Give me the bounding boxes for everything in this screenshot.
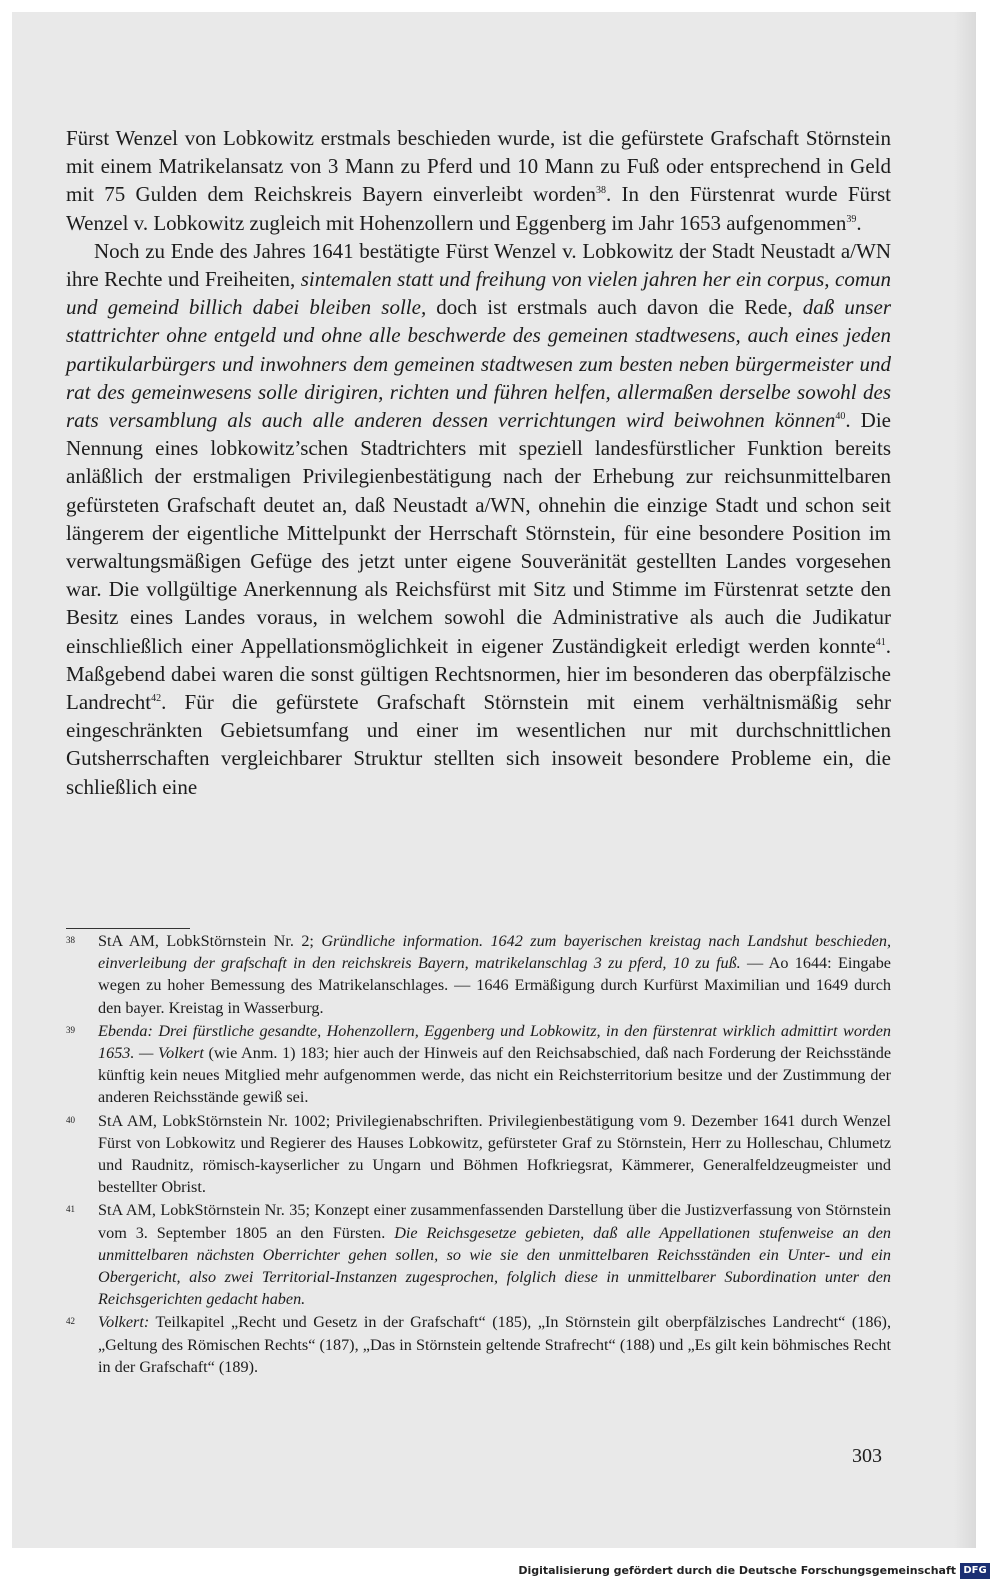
footnote-ref: 41 (875, 636, 886, 648)
footnote-ref: 40 (835, 411, 846, 423)
footnote-number: 38 (66, 935, 75, 945)
italic-quote: sintemalen statt und freihung von vielen jahren her ein corpus, comun und gemeind billich dabei bleiben solle, (66, 267, 891, 320)
italic-quote: Volkert: (98, 1313, 150, 1332)
footnote (66, 1199, 891, 1310)
page-number: 303 (852, 1445, 882, 1467)
text-run: — Ao 1644: Eingabe wegen zu hoher Bemessung des Matrikelanschlages. — 1646 Ermäßigung durch Kurfürst Maximilian und 1649 durch den bayer. Kreistag in Wasserburg. (98, 954, 891, 1017)
scanned-page (12, 12, 976, 1548)
body-text (66, 124, 891, 801)
digitization-credit: Digitalisierung gefördert durch die Deutsche Forschungsgemeinschaft (518, 1564, 956, 1577)
dfg-logo: DFG (960, 1563, 990, 1579)
footnote-text (98, 1110, 891, 1199)
italic-quote: Ebenda: Drei fürstliche gesandte, Hohenzollern, Eggenberg und Lobkowitz, in den fürstenrat wirklich admittirt worden 1653. — Volkert (98, 1021, 891, 1063)
text-run: . In den Fürstenrat wurde Fürst Wenzel v. Lobkowitz zugleich mit Hohenzollern und Eggenberg im Jahr 1653 aufgenommen (66, 182, 892, 235)
italic-quote: Die Reichsgesetze gebieten, daß alle Appellationen stufenweise an den unmittelbaren nächsten Oberrichter gehen sollen, so wie sie den unmittelbaren Reichsständen ein Unter- und ein Obergericht, also zwei Territorial-Instanzen zugesprochen, folglich diese in unmittelbarer Subordination unter den Reichsgerichten gedacht haben. (98, 1223, 892, 1309)
footnote-number: 41 (66, 1204, 75, 1215)
footnote-text (98, 1311, 891, 1378)
footnote (66, 1020, 891, 1109)
text-run: StA AM, LobkStörnstein Nr. 35; Konzept einer zusammenfassenden Darstellung über die Justizverfassung von Störnstein vom 3. September 1805 an den Fürsten. (98, 1201, 891, 1242)
footnote-number: 39 (66, 1024, 75, 1035)
footnote (66, 930, 891, 1019)
footnote-ref: 38 (595, 185, 606, 197)
text-run: (wie Anm. 1) 183; hier auch der Hinweis auf den Reichsabschied, daß nach Forderung der Reichsstände künftig kein neues Mitglied mehr aufgenommen werde, das nicht ein Reichsterritorium besitze und der Zustimmung der anderen Reichsstände gewiß sei. (98, 1044, 892, 1107)
body-paragraph (66, 237, 891, 801)
text-run: . Maßgebend dabei waren die sonst gültigen Rechtsnormen, hier im besonderen das oberpfälzische Landrecht (66, 633, 891, 715)
body-paragraph (66, 124, 891, 237)
text-run: Teilkapitel „Recht und Gesetz in der Grafschaft“ (185), „In Störnstein gilt oberpfälzisches Landrecht“ (186), „Geltung des Römischen Rechts“ (187), „Das in Störnstein geltende Strafrecht“ (188) und „Es gilt kein böhmisches Recht in der Grafschaft“ (189). (98, 1313, 891, 1376)
text-run: StA AM, LobkStörnstein Nr. 2; (98, 932, 322, 950)
text-run: . Für die gefürstete Grafschaft Störnstein mit einem verhältnismäßig sehr eingeschränkten Gebietsumfang und einer im wesentlichen nur mit durchschnittlichen Gutsherrschaften vergleichbarer Struktur stellten sich insoweit besondere Probleme ein, die schließlich eine (66, 690, 891, 799)
italic-quote: daß unser stattrichter ohne entgeld und ohne alle beschwerde des gemeinen stadtwesens, auch eines jeden partikularbürgers und inwohners dem gemeinen stadtwesen zum besten neben bürgermeister und rat des gemeinwesens solle dirigiren, richten und führen helfen, allermaßen derselbe sowohl des rats versamblung als auch alle anderen dessen verrichtungen wird beiwohnen können (66, 295, 891, 433)
italic-quote: Gründliche information. 1642 zum bayerischen kreistag nach Landshut beschieden, einverleibung der grafschaft in den reichskreis Bayern, matrikelanschlag 3 zu pferd, 10 zu fuß. (98, 932, 891, 973)
footnote-text (98, 1020, 891, 1109)
footnote-number: 40 (66, 1114, 75, 1125)
footnotes (66, 930, 891, 1379)
text-run: . (856, 210, 862, 235)
text-run: Noch zu Ende des Jahres 1641 bestätigte Fürst Wenzel v. Lobkowitz der Stadt Neustadt a/WN ihre Rechte und Freiheiten, (66, 238, 891, 292)
footnote-ref: 39 (846, 213, 857, 225)
footnote-separator (66, 928, 190, 929)
footnote-text (98, 1199, 891, 1310)
footnote (66, 1311, 891, 1378)
text-run: doch ist erstmals auch davon die Rede, (426, 295, 803, 320)
footnote-number: 42 (66, 1316, 75, 1327)
footnote-text (98, 930, 891, 1019)
text-run: . Die Nennung eines lobkowitz’schen Stadtrichters mit speziell landesfürstlicher Funktion bereits anläßlich der erstmaligen Privilegienbestätigung nach der Erhebung zur reichsunmittelbaren gefürsteten Grafschaft deutet an, daß Neustadt a/WN, ohnehin die einzige Stadt und schon seit längerem der eigentliche Mittelpunkt der Herrschaft Störnstein, für eine besondere Position im verwaltungsmäßigen Gefüge des jetzt unter eigene Souveränität gestellten Landes vorgesehen war. Die vollgültige Anerkennung als Reichsfürst mit Sitz und Stimme im Fürstenrat setzte den Besitz eines Landes voraus, in welchem sowohl die Administrative als auch die Judikatur einschließlich einer Appellationsmöglichkeit in eigener Zuständigkeit erledigt werden konnte (66, 408, 891, 658)
text-run: Fürst Wenzel von Lobkowitz erstmals beschieden wurde, ist die gefürstete Grafschaft Störnstein mit einem Matrikelansatz von 3 Mann zu Pferd und 10 Mann zu Fuß oder entsprechend in Geld mit 75 Gulden dem Reichskreis Bayern einverleibt worden (66, 126, 891, 207)
footnote-ref: 42 (151, 693, 162, 705)
text-run: StA AM, LobkStörnstein Nr. 1002; Privilegienabschriften. Privilegienbestätigung vom 9. Dezember 1641 durch Wenzel Fürst von Lobkowitz und Regierer des Hauses Lobkowitz, gefürsteter Graf zu Störnstein, Herr zu Holleschau, Chlumetz und Raudnitz, römisch-kayserlicher zu Ungarn und Böhmen Hofkriegsrat, Kämmerer, Generalfeldzeugmeister und bestellter Obrist. (98, 1111, 891, 1197)
footnote (66, 1110, 891, 1199)
